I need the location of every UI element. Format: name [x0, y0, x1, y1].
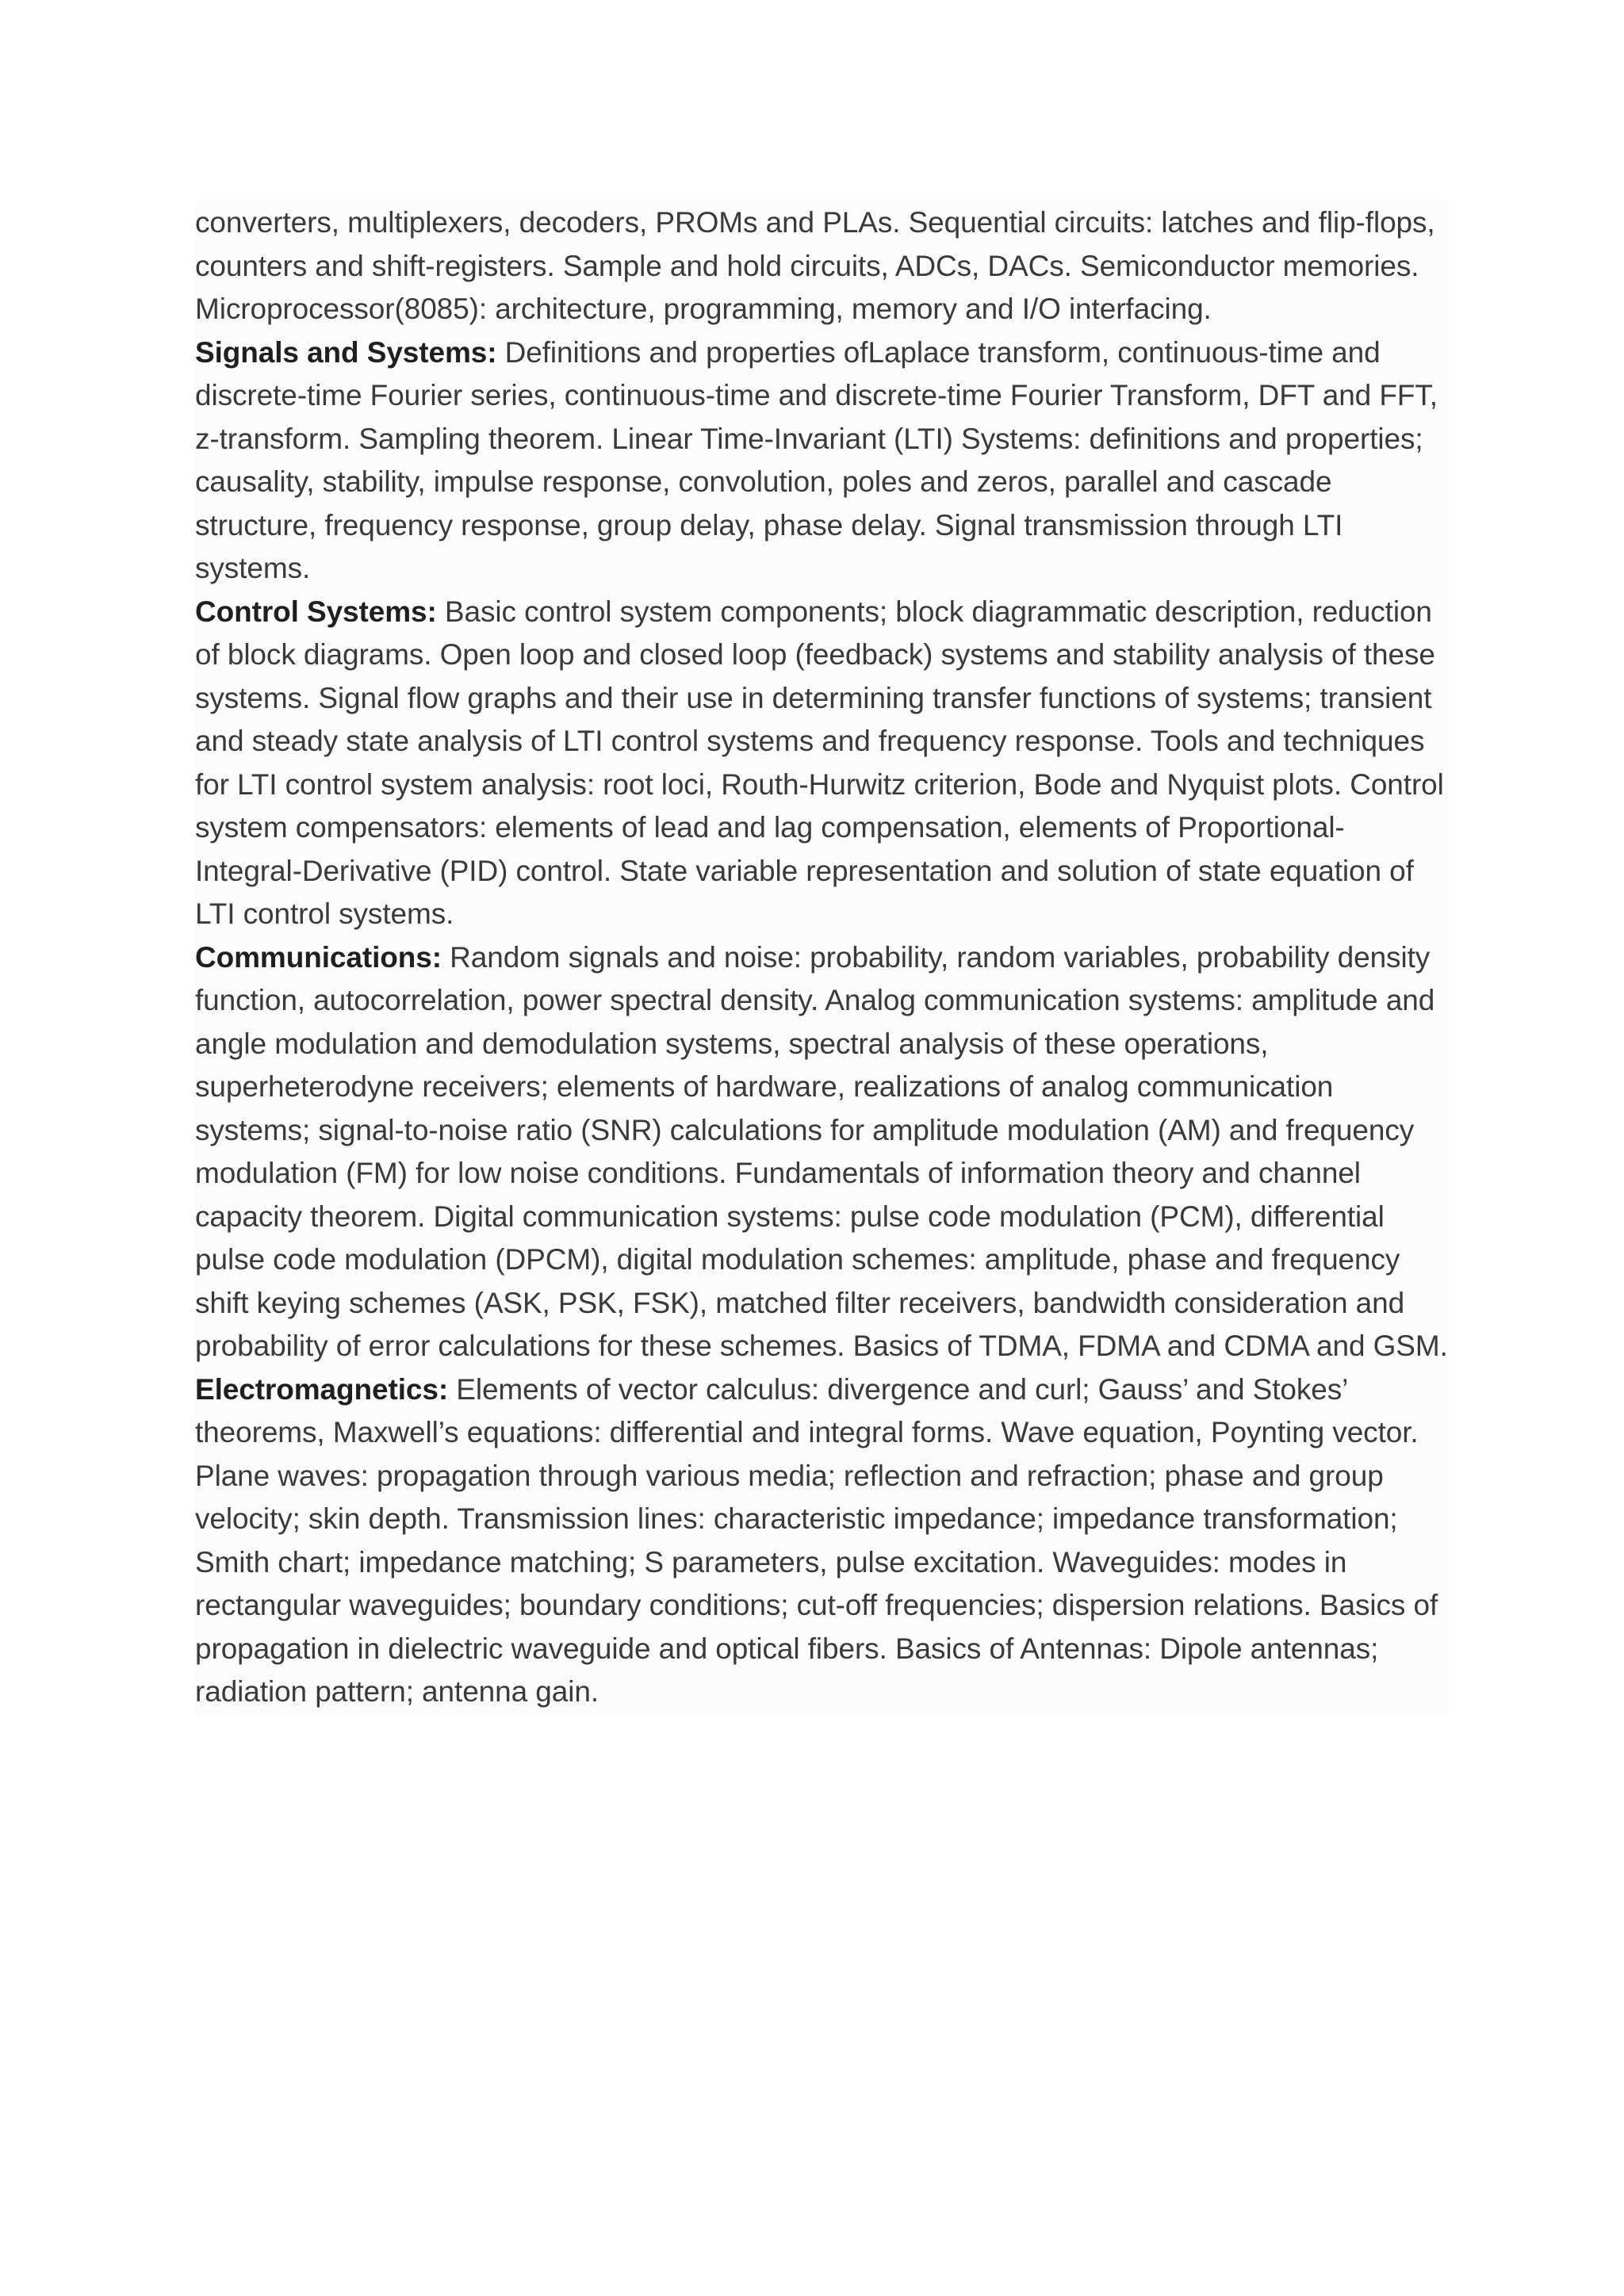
section-body: Basic control system components; block diagrammatic description, reduction of block diagrams. Open loop and closed loop (feedback) systems and stability analysis of these systems. Signal flow graphs and their use in determining transfer functions of systems; transient and steady state analysis of LTI control systems and frequency response. Tools and techniques for LTI control system analysis: root loci, Routh-Hurwitz criterion, Bode and Nyquist plots. Control system compensators: elements of lead and lag compensation, elements of Proportional-Integral-Derivative (PID) control. State variable representation and solution of state equation of LTI control systems.: [195, 595, 1444, 930]
section-communications: [195, 936, 1448, 1368]
section-heading: Control Systems:: [195, 595, 437, 628]
section-heading: Signals and Systems:: [195, 335, 497, 369]
intro-text: converters, multiplexers, decoders, PROMs and PLAs. Sequential circuits: latches and flip-flops, counters and shift-registers. Sample and hold circuits, ADCs, DACs. Semiconductor memories. Microprocessor(8085): architecture, programming, memory and I/O interfacing.: [195, 206, 1435, 325]
section-electromagnetics: [195, 1368, 1448, 1714]
section-body: Random signals and noise: probability, random variables, probability density function, autocorrelation, power spectral density. Analog communication systems: amplitude and angle modulation and demodulation systems, spectral analysis of these operations, superheterodyne receivers; elements of hardware, realizations of analog communication systems; signal-to-noise ratio (SNR) calculations for amplitude modulation (AM) and frequency modulation (FM) for low noise conditions. Fundamentals of information theory and channel capacity theorem. Digital communication systems: pulse code modulation (PCM), differential pulse code modulation (DPCM), digital modulation schemes: amplitude, phase and frequency shift keying schemes (ASK, PSK, FSK), matched filter receivers, bandwidth consideration and probability of error calculations for these schemes. Basics of TDMA, FDMA and CDMA and GSM.: [195, 940, 1448, 1362]
syllabus-text-block: [195, 201, 1448, 1714]
intro-paragraph: [195, 201, 1448, 331]
section-heading: Communications:: [195, 940, 442, 974]
section-body: Definitions and properties ofLaplace transform, continuous-time and discrete-time Fourier series, continuous-time and discrete-time Fourier Transform, DFT and FFT, z-transform. Sampling theorem. Linear Time-Invariant (LTI) Systems: definitions and properties; causality, stability, impulse response, convolution, poles and zeros, parallel and cascade structure, frequency response, group delay, phase delay. Signal transmission through LTI systems.: [195, 335, 1438, 584]
section-control-systems: [195, 591, 1448, 936]
section-heading: Electromagnetics:: [195, 1372, 449, 1406]
section-signals-and-systems: [195, 331, 1448, 591]
section-body: Elements of vector calculus: divergence and curl; Gauss’ and Stokes’ theorems, Maxwell’s equations: differential and integral forms. Wave equation, Poynting vector. Plane waves: propagation through various media; reflection and refraction; phase and group velocity; skin depth. Transmission lines: characteristic impedance; impedance transformation; Smith chart; impedance matching; S parameters, pulse excitation. Waveguides: modes in rectangular waveguides; boundary conditions; cut-off frequencies; dispersion relations. Basics of propagation in dielectric waveguide and optical fibers. Basics of Antennas: Dipole antennas; radiation pattern; antenna gain.: [195, 1372, 1438, 1708]
